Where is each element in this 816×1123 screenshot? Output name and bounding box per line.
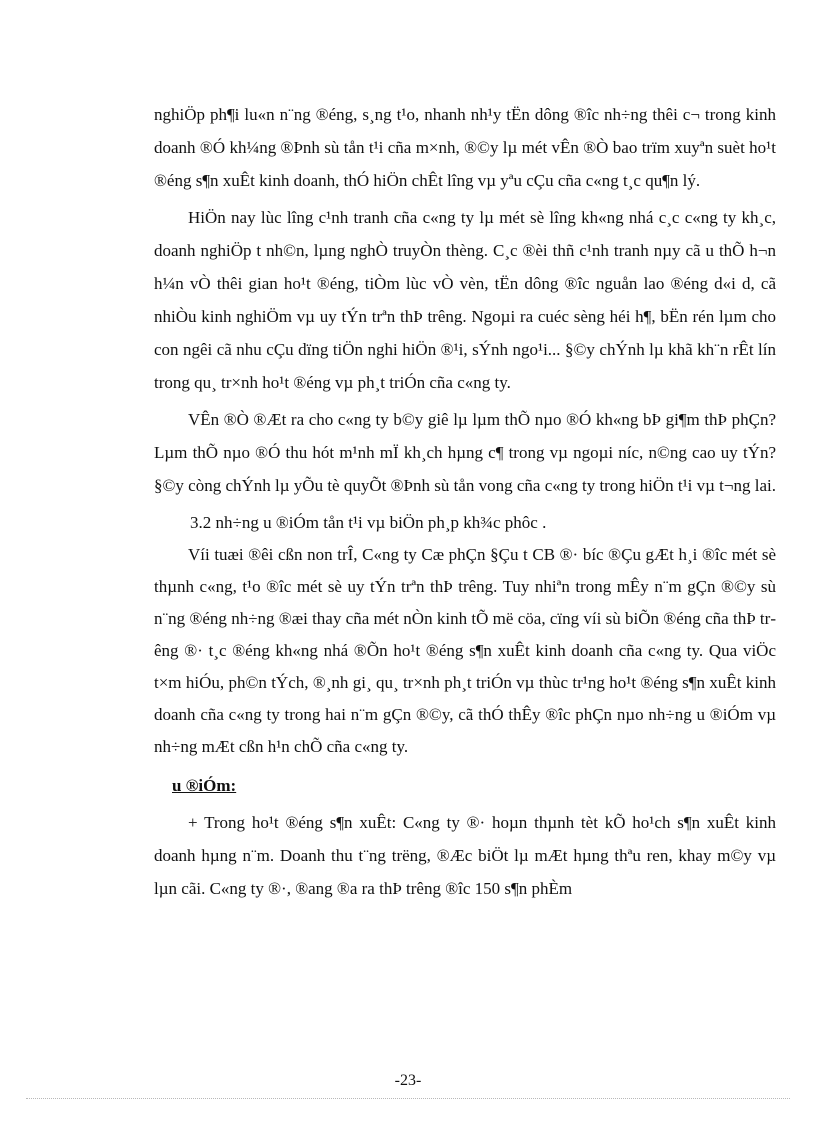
advantages-subheading: u ®iÓm: xyxy=(172,776,237,795)
paragraph-5: + Trong ho¹t ®éng s¶n xuÊt: C«ng ty ®· hoµn thµnh tèt kÕ ho¹ch s¶n xuÊt kinh doanh hµng n¨m. Doanh thu t¨ng trëng, ®Æc biÖt lµ mÆt hµng thªu ren, khay m©y vµ lµn cãi. C«ng ty ®·, ®ang ®a ra thÞ trêng ®îc 150 s¶n phÈm xyxy=(154,813,776,898)
footer-divider xyxy=(26,1098,790,1099)
section-heading: 3.2 nh÷ng u ®iÓm tån t¹i vµ biÖn ph¸p kh¾c phôc . xyxy=(190,513,547,532)
paragraph-4: Víi tuæi ®êi cßn non trÎ, C«ng ty Cæ phÇn §Çu t CB ®· bíc ®Çu gÆt h¸i ®îc mét sè thµnh c«ng, t¹o ®îc mét sè uy tÝn trªn thÞ trêng. Tuy nhiªn trong mÊy n¨m gÇn ®©y sù n¨ng ®éng nh÷ng ®æi thay cña mét nÒn kinh tÕ më cöa, cïng víi sù biÕn ®éng cña thÞ trêng ®· t¸c ®éng kh«ng nhá ®Õn ho¹t ®éng s¶n xuÊt kinh doanh cña c«ng ty. Qua viÖc t×m hiÓu, ph©n tÝch, ®¸nh gi¸ qu¸ tr×nh ph¸t triÓn vµ thùc tr¹ng ho¹t ®éng s¶n xuÊt kinh doanh cña c«ng ty trong hai n¨m gÇn ®©y, cã thÓ thÊy ®îc phÇn nµo nh÷ng u ®iÓm vµ nh÷ng mÆt cßn h¹n chÕ cña c«ng ty. xyxy=(154,545,776,756)
paragraph-1: nghiÖp ph¶i lu«n n¨ng ®éng, s¸ng t¹o, nhanh nh¹y tËn dông ®îc nh÷ng thêi c¬ trong kinh doanh ®Ó kh¼ng ®Þnh sù tån t¹i cña m×nh, ®©y lµ mét vÊn ®Ò bao trïm xuyªn suèt ho¹t ®éng s¶n xuÊt kinh doanh, thÓ hiÖn chÊt lîng vµ yªu cÇu cña c«ng t¸c qu¶n lý. xyxy=(154,105,776,190)
page-number: -23- xyxy=(394,1072,422,1089)
paragraph-3: VÊn ®Ò ®Æt ra cho c«ng ty b©y giê lµ lµm thÕ nµo ®Ó kh«ng bÞ gi¶m thÞ phÇn? Lµm thÕ nµo ®Ó thu hót m¹nh mÏ kh¸ch hµng c¶ trong vµ ngoµi níc, n©ng cao uy tÝn? §©y còng chÝnh lµ yÕu tè quyÕt ®Þnh sù tån vong cña c«ng ty trong hiÖn t¹i vµ t¬ng lai. xyxy=(154,410,776,495)
paragraph-2: HiÖn nay lùc lîng c¹nh tranh cña c«ng ty lµ mét sè lîng kh«ng nhá c¸c c«ng ty kh¸c, doanh nghiÖp t nh©n, lµng nghÒ truyÒn thèng. C¸c ®èi thñ c¹nh tranh nµy cã u thÕ h¬n h¼n vÒ thêi gian ho¹t ®éng, tiÒm lùc vÒ vèn, tËn dông ®îc nguån lao ®éng d«i d, cã nhiÒu kinh nghiÖm vµ uy tÝn trªn thÞ trêng. Ngoµi ra cuéc sèng héi h¶, bËn rén lµm cho con ngêi cã nhu cÇu dïng tiÖn nghi hiÖn ®¹i, sÝnh ngo¹i... §©y chÝnh lµ khã kh¨n rÊt lín trong qu¸ tr×nh ho¹t ®éng vµ ph¸t triÓn cña c«ng ty. xyxy=(154,208,776,392)
body-text xyxy=(154,98,776,909)
